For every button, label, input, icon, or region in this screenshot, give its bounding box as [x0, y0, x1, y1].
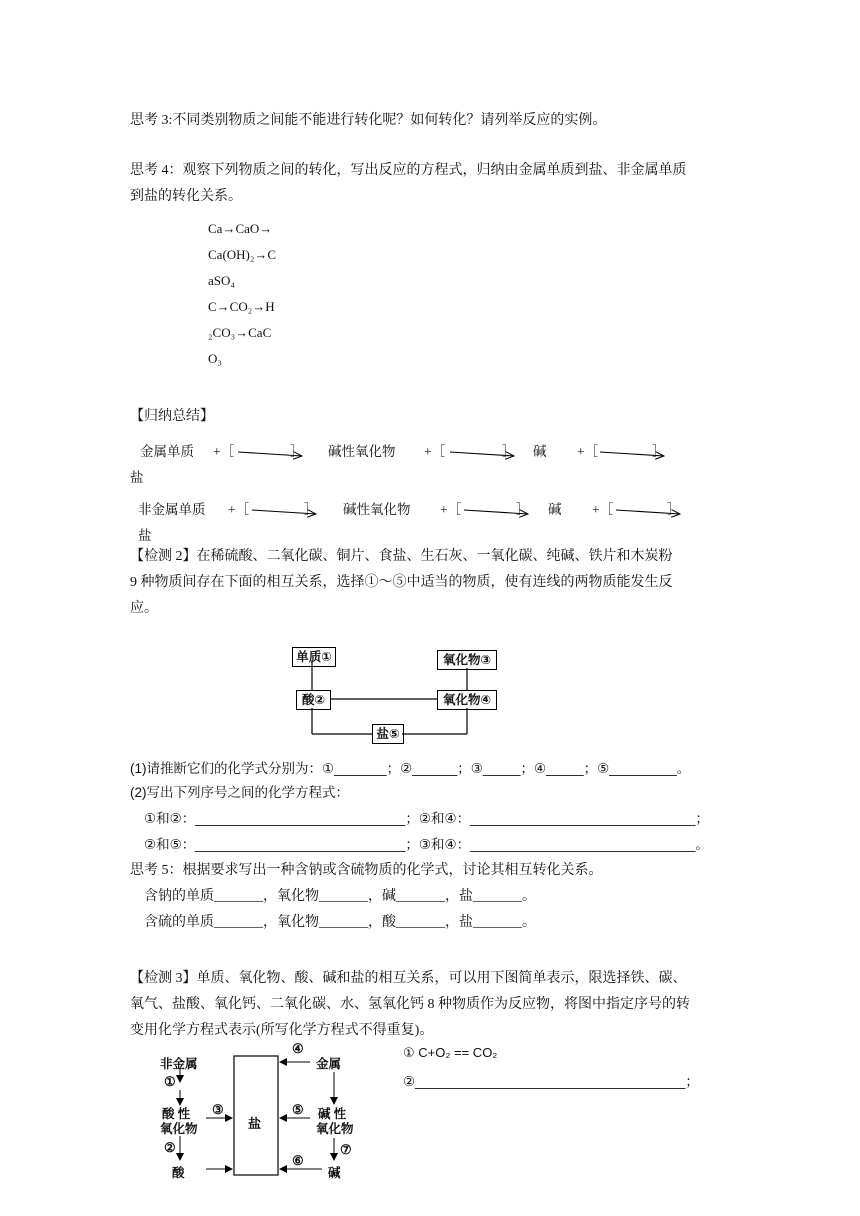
row2-start: 非金属单质: [138, 502, 206, 517]
d3-num4: ④: [292, 1041, 304, 1056]
formula-line: ₂CO₃→CaC: [208, 325, 272, 340]
formula-line: Ca→CaO→: [208, 221, 273, 236]
d3-num3: ③: [212, 1102, 224, 1117]
row2-mid: 碱性氧化物: [343, 502, 411, 517]
formula-line: aSO₄: [208, 273, 235, 288]
row2-close: ］: [304, 502, 318, 517]
row2-close: ］: [667, 502, 681, 517]
d3-acidic-a: 酸 性: [162, 1107, 191, 1121]
row2-plus: +［: [440, 502, 462, 517]
question-1: (1)请推断它们的化学式分别为：①_______；②______；③_____；④_____；⑤_________。: [130, 761, 691, 776]
summary-title: 【归纳总结】: [130, 409, 214, 424]
row2-plus: +［: [592, 502, 614, 517]
d3-acid: 酸: [172, 1166, 185, 1180]
question-2b: ②和⑤：____________________________；③和④：______________________________。: [144, 837, 709, 852]
test2-line2: 9 种物质间存在下面的相互关系，选择①～⑤中适当的物质，使有连线的两物质能发生反: [130, 575, 673, 590]
row1-plus: +［: [424, 444, 446, 459]
box-oxide3: 氧化物③: [437, 650, 497, 670]
answer-2: ②____________________________________；: [403, 1074, 699, 1089]
d3-acidic-b: 氧化物: [160, 1122, 198, 1136]
test3-line3: 变用化学方程式表示(所写化学方程式不得重复)。: [130, 1023, 434, 1038]
d3-basic-a: 碱 性: [318, 1107, 347, 1121]
d3-num7: ⑦: [340, 1142, 352, 1157]
test2-line1: 【检测 2】在稀硫酸、二氧化碳、铜片、食盐、生石灰、一氧化碳、纯碱、铁片和木炭粉: [130, 549, 673, 564]
test2-line3: 应。: [130, 601, 158, 616]
think4-text-line1: 思考 4：观察下列物质之间的转化，写出反应的方程式，归纳由金属单质到盐、非金属单质: [130, 163, 687, 178]
row1-plus: +［: [577, 444, 599, 459]
row1-end: 盐: [130, 470, 144, 485]
d3-basic-b: 氧化物: [316, 1122, 354, 1136]
think4-text-line2: 到盐的转化关系。: [130, 189, 242, 204]
formula-line: C→CO₂→H: [208, 299, 275, 314]
row1-close: ］: [652, 444, 666, 459]
d3-nonmetal: 非金属: [160, 1057, 198, 1071]
answer-1: ① C+O₂ == CO₂: [403, 1045, 498, 1060]
formula-line: O₃: [208, 351, 222, 366]
d3-metal: 金属: [316, 1057, 342, 1071]
test3-line2: 氧气、盐酸、氧化钙、二氧化碳、水、氢氧化钙 8 种物质作为反应物，将图中指定序号的转: [130, 997, 690, 1012]
d3-num1: ①: [164, 1074, 176, 1089]
box-acid: 酸②: [296, 690, 331, 710]
row2-close: ］: [516, 502, 530, 517]
formula-line: Ca(OH)₂→C: [208, 247, 277, 262]
d3-num2: ②: [164, 1140, 176, 1155]
d3-num6: ⑥: [292, 1153, 304, 1168]
box-salt: 盐⑤: [372, 724, 404, 744]
row2-plus: +［: [228, 502, 250, 517]
box-danzhi: 单质①: [292, 647, 336, 667]
row1-close: ］: [290, 444, 304, 459]
row1-plus: +［: [213, 444, 235, 459]
think5-text: 思考 5：根据要求写出一种含钠或含硫物质的化学式，讨论其相互转化关系。: [130, 863, 603, 878]
test3-line1: 【检测 3】单质、氧化物、酸、碱和盐的相互关系，可以用下图简单表示，限选择铁、碳、: [130, 971, 687, 986]
question-2a: ①和②：____________________________；②和④：______________________________；: [144, 811, 709, 826]
think5-sodium: 含钠的单质_______，氧化物_______，碱_______，盐_______。: [144, 889, 536, 904]
question-2: (2)写出下列序号之间的化学方程式：: [130, 785, 349, 800]
d3-base: 碱: [328, 1166, 341, 1180]
box-oxide4: 氧化物④: [437, 690, 497, 710]
row1-close: ］: [502, 444, 516, 459]
think5-sulfur: 含硫的单质_______，氧化物_______，酸_______，盐_______。: [144, 915, 536, 930]
row2-end: 盐: [138, 528, 152, 543]
row1-mid: 碱性氧化物: [328, 444, 396, 459]
row1-third: 碱: [533, 444, 547, 459]
row2-third: 碱: [548, 502, 562, 517]
row1-start: 金属单质: [140, 444, 194, 459]
think3-text: 思考 3:不同类别物质之间能不能进行转化呢？如何转化？请列举反应的实例。: [130, 113, 607, 128]
d3-num5: ⑤: [292, 1102, 304, 1117]
d3-salt: 盐: [248, 1116, 262, 1131]
